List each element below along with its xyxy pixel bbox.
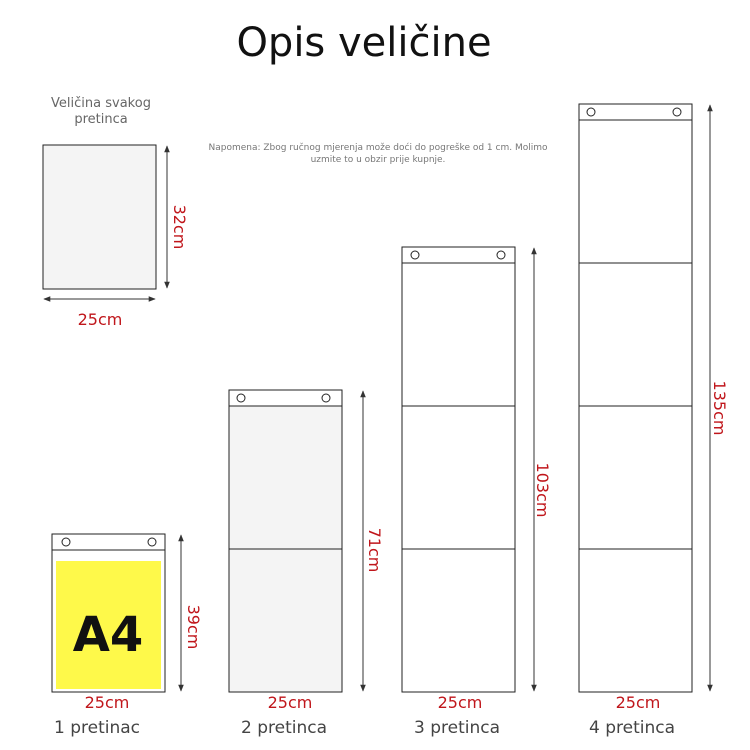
height-label: 103cm [533,462,552,518]
height-label: 39cm [184,604,203,650]
product-1-pocket [52,534,203,712]
height-label: 135cm [710,380,729,436]
width-label: 25cm [84,693,130,712]
grommet-icon [322,394,330,402]
product-3-pockets [402,247,552,712]
height-label: 71cm [365,527,384,573]
single-pocket-width-label: 25cm [77,310,123,329]
grommet-icon [148,538,156,546]
caption-line-1: Veličina svakog [51,96,151,111]
grommet-icon [673,108,681,116]
single-pocket-height-label: 32cm [170,204,189,250]
width-label: 25cm [267,693,313,712]
product-4-pockets [579,104,729,712]
grommet-icon [497,251,505,259]
width-label: 25cm [615,693,661,712]
product-outline [229,390,342,692]
width-label: 25cm [437,693,483,712]
grommet-icon [62,538,70,546]
product-1-label: 1 pretinac [54,718,141,738]
single-pocket-outline [43,145,156,289]
product-outline [402,247,515,692]
product-2-label: 2 pretinca [241,718,328,738]
single-pocket [43,145,189,329]
product-2-pockets [229,390,384,712]
caption-line-2: pretinca [74,112,128,127]
page-title: Opis veličine [236,20,492,66]
grommet-icon [411,251,419,259]
measurement-note: Napomena: Zbog ručnog mjerenja može doći do pogreške od 1 cm. Molimo uzmite to u obzir prije kupnje. [208,143,548,165]
grommet-icon [587,108,595,116]
product-3-label: 3 pretinca [414,718,501,738]
product-outline [579,104,692,692]
product-4-label: 4 pretinca [589,718,676,738]
grommet-icon [237,394,245,402]
a4-label: A4 [72,607,144,663]
